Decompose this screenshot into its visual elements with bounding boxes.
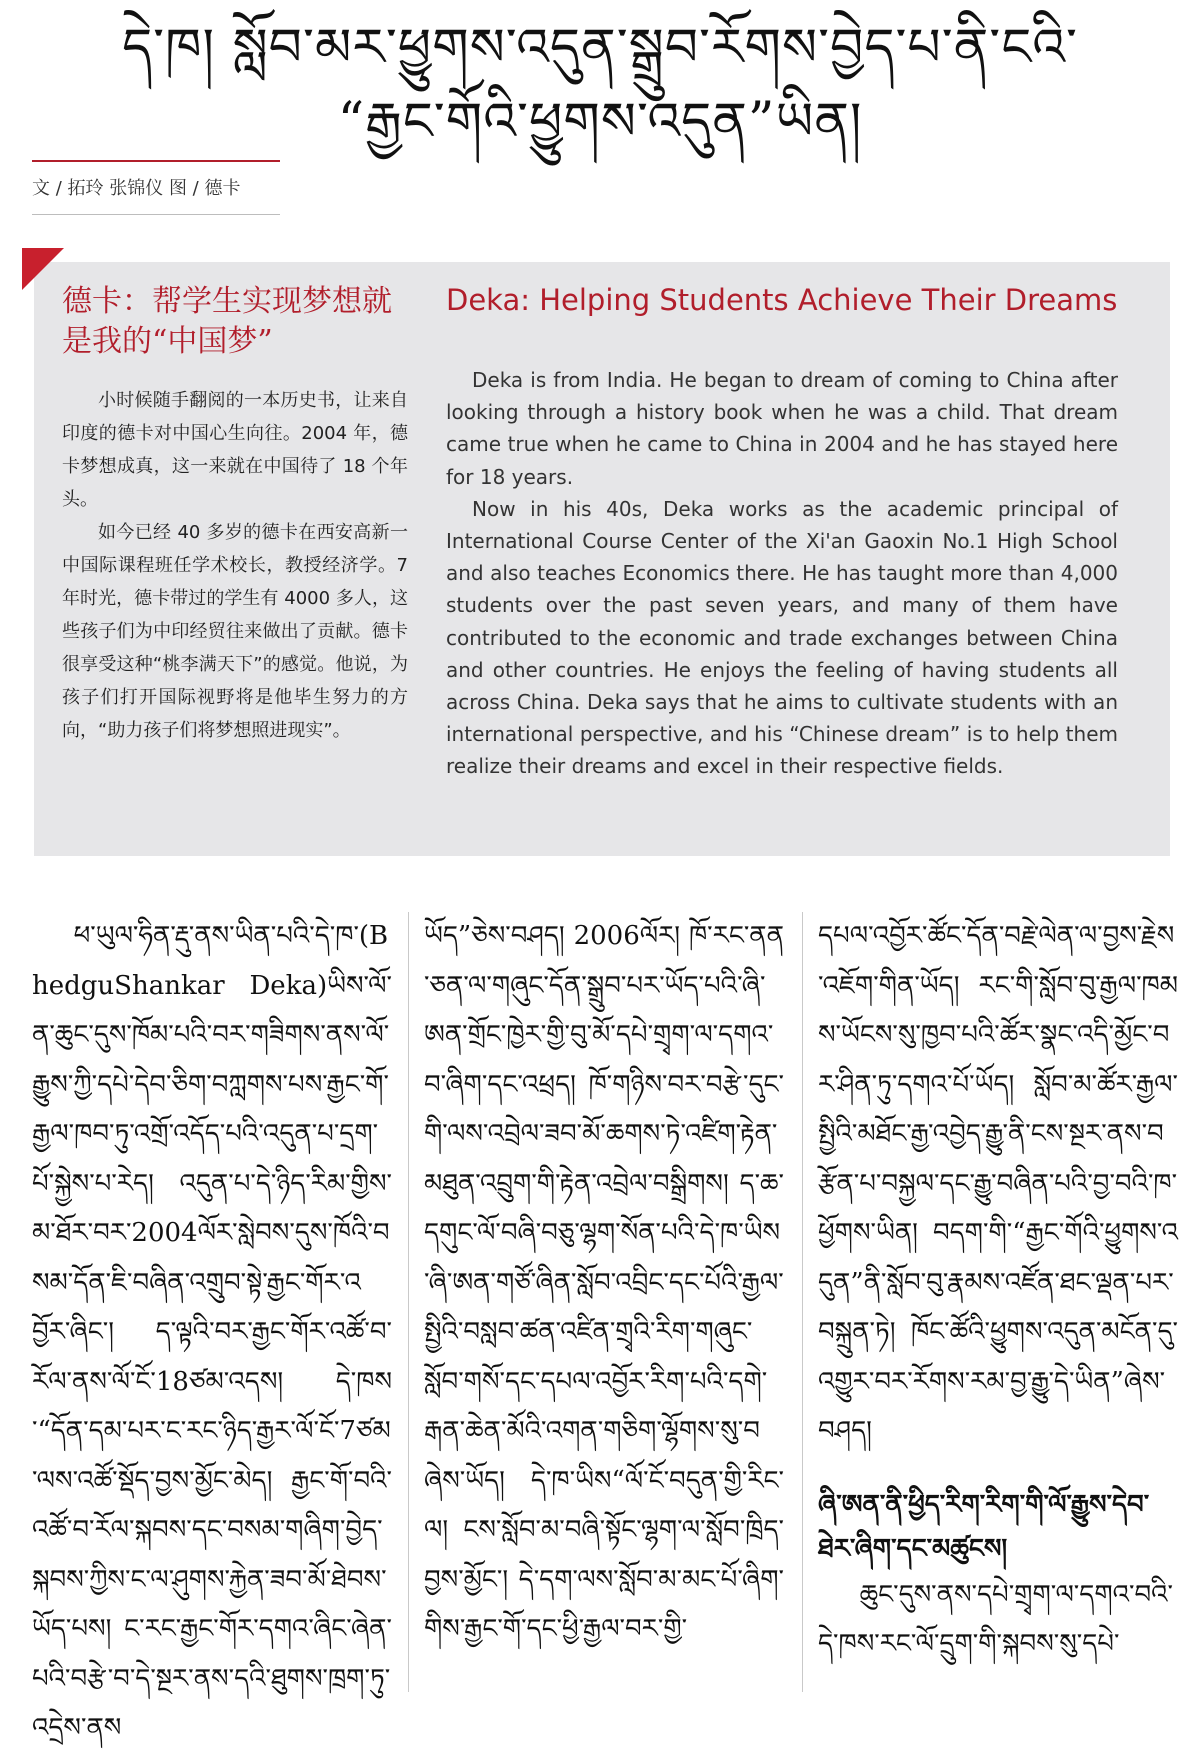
tibetan-column-2: [424, 912, 784, 1655]
title-underline: [32, 160, 280, 162]
section-subheading: ཞི་ཨན་ནི་ཕྱིད་རིག་རིག་གི་ལོ་རྒྱུས་དེབ་ཐེར་ཞིག་དང་མཚུངས།: [818, 1489, 1150, 1564]
article-title-line-2: “རྒྱང་གོའི་ཕྱུགས་འདུན”ཡིན།: [337, 92, 863, 152]
chinese-summary-title: 德卡：帮学生实现梦想就是我的“中国梦”: [62, 284, 392, 359]
tibetan-column-1: [32, 912, 392, 1754]
tibetan-paragraph: དཔལ་འབྱོར་ཚོང་དོན་བརྗེ་ལེན་ལ་བྱས་རྗེས་འཇོག་གིན་ཡོད། རང་གི་སློབ་བུ་རྒྱལ་ཁམས་ཡོངས་སུ་ཁྱབ་པའི་ཚོར་སྣང་འདི་མྱོང་བར་ཤིན་ཏུ་དགའ་པོ་ཡོད། སློབ་མ་ཚོར་རྒྱལ་སྤྱིའི་མཐོང་རྒྱ་འབྱེད་རྒྱུ་ནི་ངས་སྔར་ནས་བརྩོན་པ་བསྐྱལ་དང་རྒྱུ་བཞིན་པའི་བྱ་བའི་ཁ་ཕྱོགས་ཡིན། བདག་གི་“རྒྱང་གོའི་ཕྱུགས་འདུན”ནི་སློབ་བུ་རྣམས་འཛོན་ཐང་ལྡན་པར་བསྐྲུན་ཏེ། ཁོང་ཚོའི་ཕྱུགས་འདུན་མངོན་དུ་འགྱུར་བར་རོགས་རམ་བྱ་རྒྱུ་དེ་ཡིན”ཞེས་བཤད།: [818, 921, 1178, 1446]
chinese-summary-body: [62, 384, 408, 747]
byline: 文 / 拓玲 张锦仪 图 / 德卡: [32, 178, 241, 199]
article-title-line-1: དེ་ཁ། སློབ་མར་ཕྱུགས་འདུན་སྒྲུབ་རོགས་བྱེད་པ་ནི་ངའི་: [122, 18, 1078, 78]
english-summary-title: Deka: Helping Students Achieve Their Dreams: [446, 283, 1118, 317]
red-corner-marker: [22, 248, 64, 290]
english-summary-body: [446, 364, 1118, 783]
byline-underline: [32, 214, 280, 215]
chinese-paragraph: 小时候随手翻阅的一本历史书，让来自印度的德卡对中国心生向往。2004 年，德卡梦想成真，这一来就在中国待了 18 个年头。: [62, 390, 408, 510]
chinese-paragraph: 如今已经 40 多岁的德卡在西安高新一中国际课程班任学术校长，教授经济学。7 年时光，德卡带过的学生有 4000 多人，这些孩子们为中印经贸往来做出了贡献。德卡很享受这种“桃李满天下”的感觉。他说，为孩子们打开国际视野将是他毕生努力的方向，“助力孩子们将梦想照进现实”。: [62, 522, 408, 741]
tibetan-paragraph: ཡོད”ཅེས་བཤད། 2006ལོར། ཁོ་རང་ནན་ཅན་ལ་གཞུང་དོན་སྒྲུབ་པར་ཡོད་པའི་ཞི་ཨན་གྲོང་ཁྱེར་གྱི་བུ་མོ་དཔེ་གྲྭག་ལ་དགའ་བ་ཞིག་དང་འཕྲད། ཁོ་གཉིས་བར་བརྩེ་དུང་གི་ལས་འབྲེལ་ཟབ་མོ་ཆགས་ཏེ་འཛིག་རྟེན་མཐུན་འབྲུག་གི་རྟེན་འབྲེལ་བསྒྲིགས། ད་ཆ་དགུང་ལོ་བཞི་བཅུ་ལྷག་སོན་པའི་དེ་ཁ་ཡིས་ཞི་ཨན་གཙོ་ཞིན་སློབ་འབྲིང་དང་པོའི་རྒྱལ་སྤྱིའི་བསླབ་ཚན་འཛིན་གྲྭའི་རིག་གཞུང་སློབ་གསོ་དང་དཔལ་འབྱོར་རིག་པའི་དགེ་རྒན་ཆེན་མོའི་འགན་གཅིག་ལྷོགས་སུ་བཞེས་ཡོད། དེ་ཁ་ཡིས“ལོ་ངོ་བདུན་གྱི་རིང་ལ། ངས་སློབ་མ་བཞི་སྟོང་ལྷག་ལ་སློབ་ཁྲིད་བྱས་མྱོང་། དེ་དག་ལས་སློབ་མ་མང་པོ་ཞིག་གིས་རྒྱང་གོ་དང་ཕྱི་རྒྱལ་བར་གྱི་: [424, 921, 784, 1644]
column-divider: [802, 912, 803, 1692]
english-paragraph: Deka is from India. He began to dream of coming to China after looking through a history book when he was a child. That dream came true when he came to China in 2004 and he has stayed here for 18 years.: [446, 368, 1118, 489]
tibetan-column-3: [818, 912, 1178, 1670]
english-paragraph: Now in his 40s, Deka works as the academic principal of International Course Center of the Xi'an Gaoxin No.1 High School and also teaches Economics there. He has taught more than 4,000 students over the past seven years, and many of them have contributed to the economic and trade exchanges between China and other countries. He enjoys the feeling of having students all across China. Deka says that he aims to cultivate students with an international perspective, and his “Chinese dream” is to help them realize their dreams and excel in their respective fields.: [446, 496, 1118, 779]
tibetan-paragraph: ཕ་ཡུལ་ཧིན་རྡུ་ནས་ཡིན་པའི་དེ་ཁ་(BhedguShankar Deka)ཡིས་ལོ་ན་ཆུང་དུས་ཁོམ་པའི་བར་གཟིགས་ནས་ལོ་རྒྱུས་ཀྱི་དཔེ་དེབ་ཅིག་བཀླགས་པས་རྒྱང་གོ་རྒྱལ་ཁབ་ཏུ་འགྲོ་འདོད་པའི་འདུན་པ་དྲག་པོ་སྐྱེས་པ་རེད། འདུན་པ་དེ་ཉིད་རིམ་གྱིས་མ་ཐོར་བར་2004ལོར་སླེབས་དུས་ཁོའི་བསམ་དོན་ཇི་བཞིན་འགྲུབ་སྟེ་རྒྱང་གོར་འབྱོར་ཞིང་། ད་ལྟའི་བར་རྒྱང་གོར་འཚོ་བ་རོལ་ནས་ལོ་ངོ་18ཙམ་འདས། དེ་ཁས་“དོན་དམ་པར་ང་རང་ཉིད་རྒྱར་ལོ་ངོ་7ཙམ་ལས་འཚོ་སྡོད་བྱས་མྱོང་མེད། རྒྱང་གོ་བའི་འཚོ་བ་རོལ་སྐབས་དང་བསམ་གཞིག་བྱེད་སྐབས་ཀྱིས་ང་ལ་ཤུགས་རྐྱེན་ཟབ་མོ་ཐེབས་ཡོད་པས། ང་རང་རྒྱང་གོར་དགའ་ཞིང་ཞེན་པའི་བརྩེ་བ་དེ་སྔར་ནས་དའི་ཐུགས་ཁྲག་ཏུ་འདྲེས་ནས: [32, 921, 392, 1743]
column-divider: [408, 912, 409, 1692]
tibetan-paragraph: ཆུང་དུས་ནས་དཔེ་གྲྭག་ལ་དགའ་བའི་དེ་ཁས་རང་ལོ་དྲུག་གི་སྐབས་སུ་དཔེ་: [818, 1579, 1173, 1659]
